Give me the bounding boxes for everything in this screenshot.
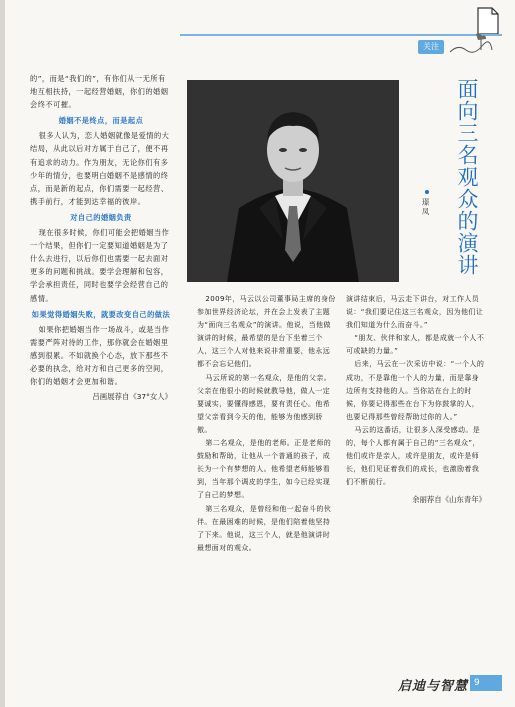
section-tag: 关注 <box>418 40 444 54</box>
paragraph: 如果你把婚姻当作一场战斗，或是当作需要严阵对待的工作，那你就会在婚姻里感到很累。不如就换个心态，放下那些不必要的执念，给对方和自己更多的空间，你们的婚姻才会更加和谐。 <box>30 324 170 387</box>
author-bullet <box>425 190 429 194</box>
portrait-photo <box>187 80 399 282</box>
landscape-sketch-icon <box>448 30 494 56</box>
paragraph: 第三名观众，是曾经和他一起奋斗的伙伴。在最困难的时候，是他们陪着他坚持了下来。他说，这三个人，就是他演讲时最想面对的观众。 <box>197 504 332 552</box>
paragraph: 马云所说的第一名观众，是他的父亲。父亲在他很小的时候就教导他，做人一定要诚实，要懂得感恩，要有责任心。他希望父亲看到今天的他，能够为他感到骄傲。 <box>197 373 332 434</box>
source-credit: 余丽荐自《山东青年》 <box>412 495 486 505</box>
paragraph: “朋友、伙伴和家人，都是成就一个人不可或缺的力量。” <box>346 334 485 356</box>
portrait-illustration <box>187 80 399 282</box>
paragraph: 演讲结束后，马云走下讲台，对工作人员说：“我们要记住这三名观众，因为他们让我们知道为什么而奋斗。” <box>346 295 484 330</box>
continued-paragraph: 的”，而是“我们的”，有你们从一无所有地互相扶持，一起经营婚姻，你们的婚姻会终不可摧。 <box>30 74 169 110</box>
right-column <box>346 293 486 505</box>
subheading: 如果觉得婚姻失败，就要改变自己的做法 <box>31 309 171 319</box>
page-number: 9 <box>470 675 502 691</box>
subheading: 婚姻不是终点，而是起点 <box>58 116 144 126</box>
subheading: 对自己的婚姻负责 <box>70 212 132 222</box>
middle-column <box>197 293 337 555</box>
page-gutter <box>0 0 5 707</box>
paragraph: 后来，马云在一次采访中说：“一个人的成功，不是靠他一个人的力量，而是靠身边所有支持他的人。当你站在台上的时候，你要记得那些在台下为你鼓掌的人，也要记得那些曾经帮助过你的人。” <box>346 360 485 421</box>
paragraph: 第二名观众，是他的老师。正是老师的鼓励和帮助，让他从一个普通的孩子，成长为一个有梦想的人。他希望老师能够看到，当年那个调皮的学生，如今已经实现了自己的梦想。 <box>197 439 332 500</box>
paragraph: 马云的这番话，让很多人深受感动。是的，每个人都有属于自己的“三名观众”，他们或许是亲人，或许是朋友，或许是师长，他们见证着我们的成长，也激励着我们不断前行。 <box>346 425 481 487</box>
left-column <box>30 72 172 402</box>
article-author: 璟凤 <box>421 198 430 217</box>
paragraph: 现在很多时候，你们可能会把婚姻当作一个结果，但你们一定要知道婚姻是为了什么去进行，以后你们也需要一起去面对更多的问题和挑战。要学会理解和包容，学会承担责任，同时也要学会经营自己的感情。 <box>30 228 170 303</box>
paragraph: 2009年，马云以公司董事局主席的身份参加世界经济论坛，并在会上发表了主题为“面向三名观众”的演讲。他说，当他做演讲的时候，最希望的是台下坐着三个人，这三个人对他来说非常重要，他永远都不会忘记他们。 <box>197 295 336 369</box>
magazine-brand: 启迪与智慧 <box>398 679 469 694</box>
article-title: 面向三名观众的演讲 <box>455 78 479 276</box>
source-credit: 吕画展荐自《37°女人》 <box>92 392 172 402</box>
paragraph: 很多人认为，恋人婚姻就像是爱情的大结局，从此以后对方属于自己了，便不再有追求的动力。作为朋友，无论你们有多少年的情分，也要明白婚姻不是感情的终点，而是新的起点，你们需要一起经营、携手前行，才能到达幸福的彼岸。 <box>30 131 170 206</box>
